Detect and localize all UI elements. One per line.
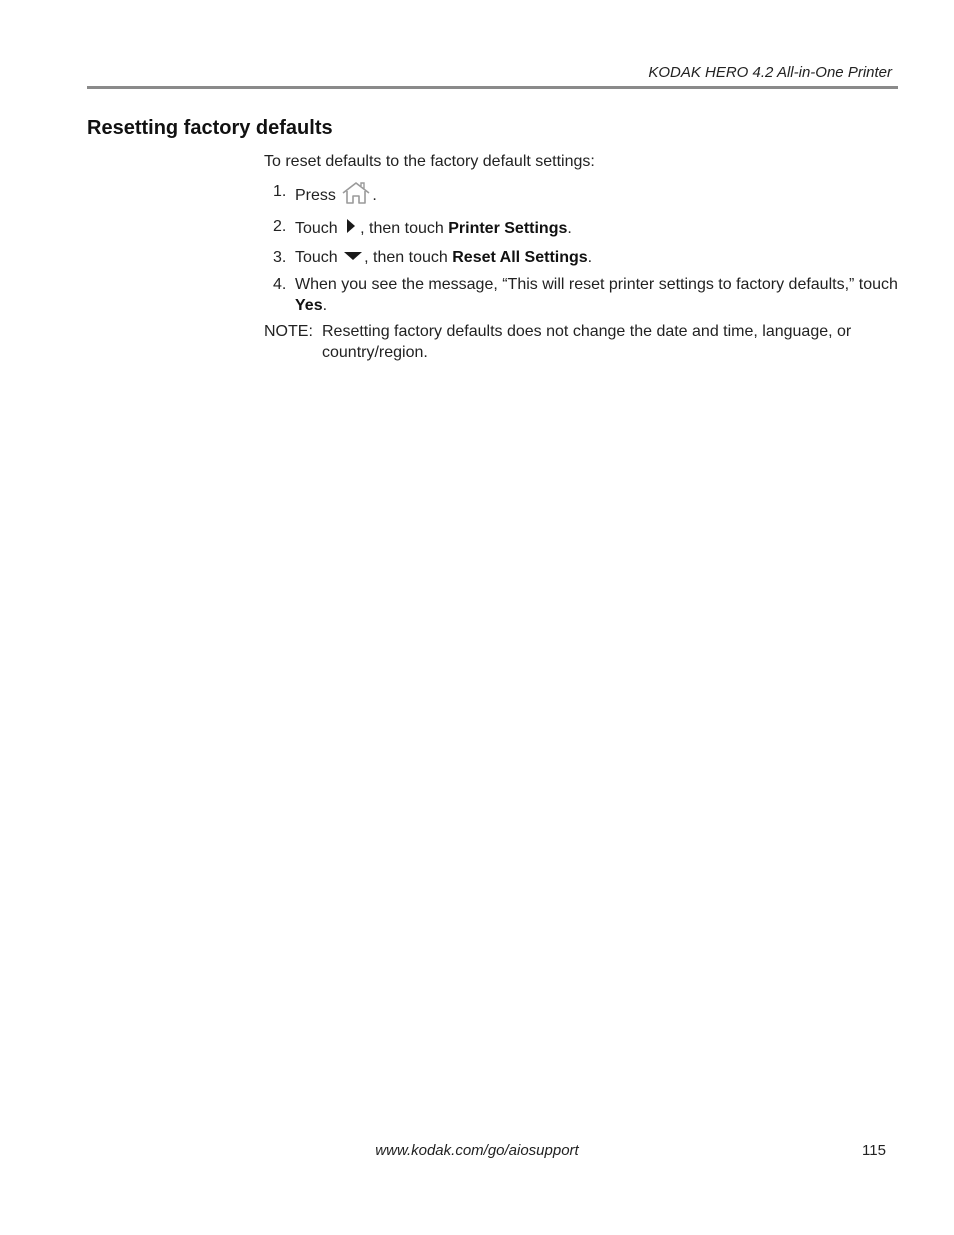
step-text-mid: , then touch <box>360 220 444 238</box>
printer-settings-label: Printer Settings <box>448 220 568 238</box>
note <box>264 321 900 363</box>
step-4 <box>264 274 900 316</box>
page-number: 115 <box>862 1142 886 1159</box>
step-text: When you see the message, “This will reset printer settings to factory defaults,” touch <box>295 276 898 293</box>
step-number: 1. <box>273 183 287 200</box>
step-punct: . <box>567 220 572 238</box>
step-number: 4. <box>273 276 287 293</box>
reset-all-settings-label: Reset All Settings <box>452 249 588 267</box>
right-arrow-icon <box>342 216 360 242</box>
step-text: Touch <box>295 249 338 267</box>
step-2 <box>264 216 900 242</box>
step-3 <box>264 247 900 269</box>
note-label: NOTE: <box>264 323 313 340</box>
step-punct: . <box>587 249 593 267</box>
section-title: Resetting factory defaults <box>87 117 333 139</box>
step-number: 2. <box>273 218 287 235</box>
step-text: Press <box>295 187 336 205</box>
header-rule <box>87 86 898 89</box>
step-text-mid: , then touch <box>364 249 448 267</box>
note-text: Resetting factory defaults does not change the date and time, language, or country/region. <box>322 323 852 361</box>
section-content <box>264 151 900 363</box>
step-punct: . <box>322 297 328 314</box>
steps-list <box>264 181 900 316</box>
yes-label: Yes <box>295 297 323 314</box>
down-arrow-icon <box>342 247 364 269</box>
footer-url: www.kodak.com/go/aiosupport <box>375 1142 579 1159</box>
step-1 <box>264 181 900 211</box>
home-icon <box>340 181 372 211</box>
step-punct: . <box>372 187 377 205</box>
step-number: 3. <box>273 249 287 266</box>
running-header: KODAK HERO 4.2 All-in-One Printer <box>648 64 892 81</box>
step-text: Touch <box>295 220 338 238</box>
intro-text: To reset defaults to the factory default settings: <box>264 153 595 170</box>
